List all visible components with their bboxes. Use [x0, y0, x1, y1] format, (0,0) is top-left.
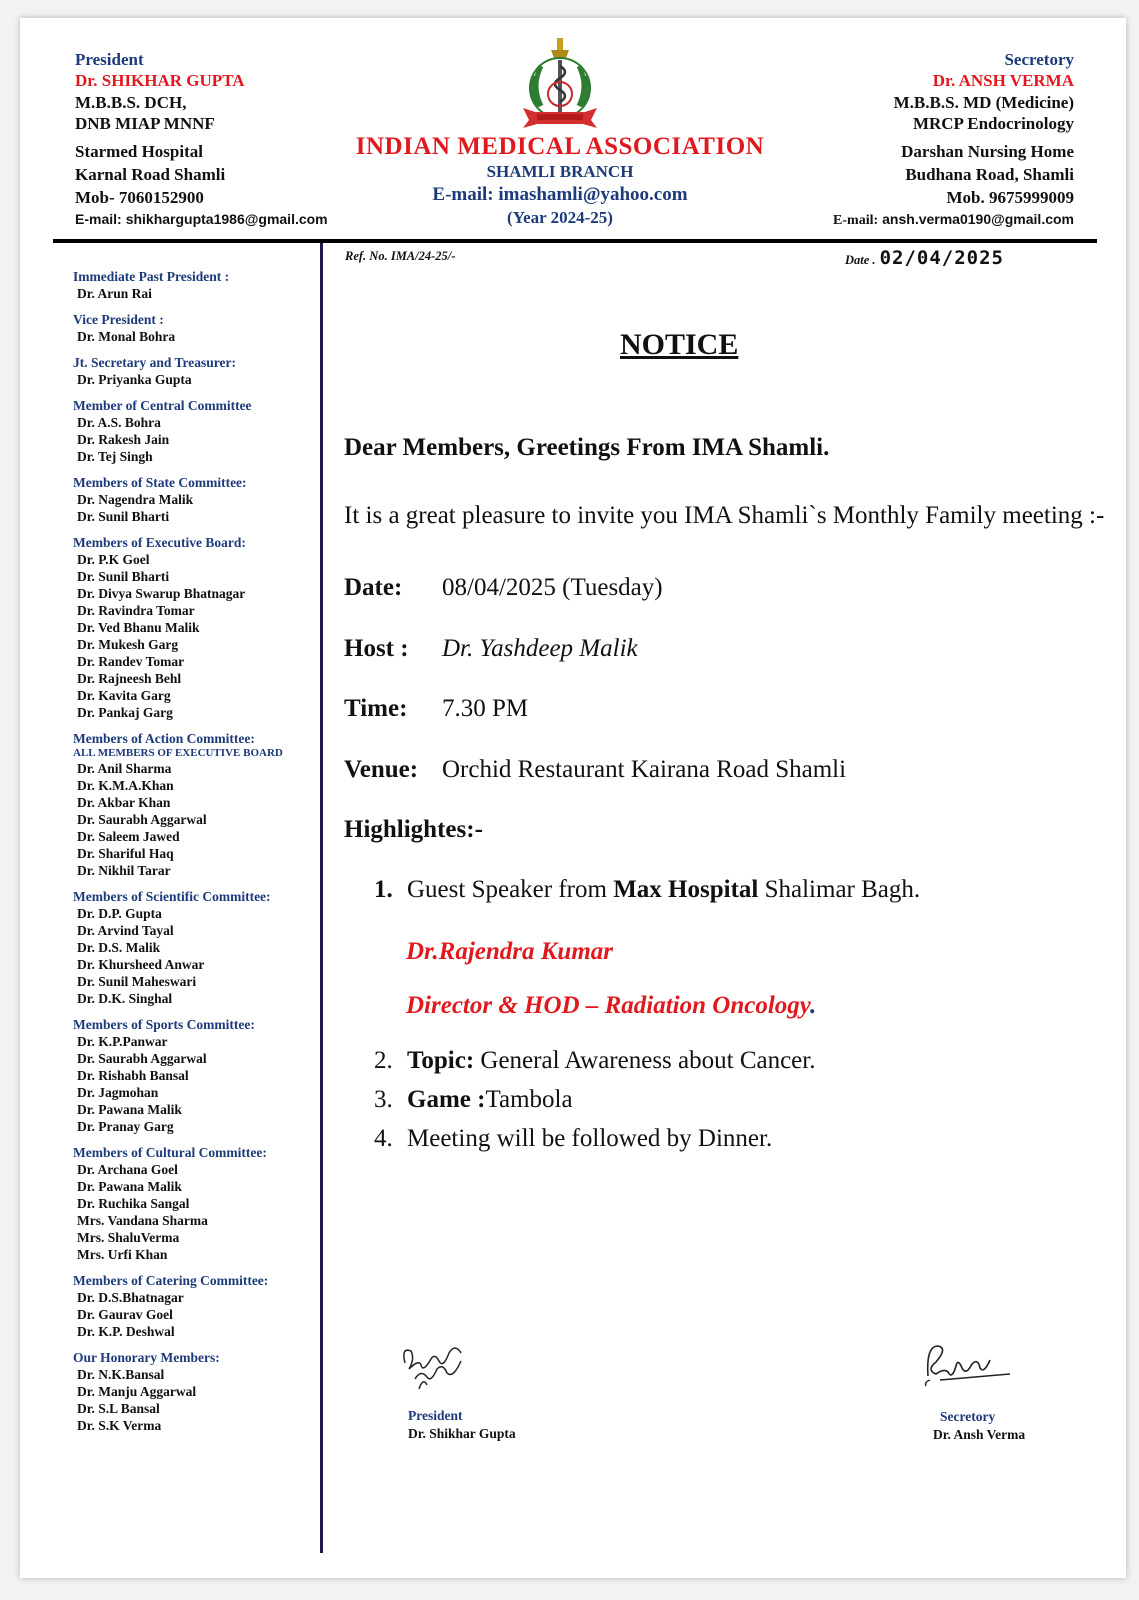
committee-member: Dr. P.K Goel: [77, 552, 150, 567]
committee-member: Dr. Sunil Bharti: [77, 569, 170, 584]
date-key: Date:: [344, 574, 403, 601]
meeting-time: 7.30 PM: [442, 695, 529, 722]
committee-member: Dr. D.S.Bhatnagar: [77, 1290, 184, 1305]
highlight-2-text: General Awareness about Cancer.: [474, 1047, 816, 1074]
committee-member: Dr. Gaurav Goel: [77, 1307, 173, 1322]
committee-member: Dr. Randev Tomar: [77, 654, 185, 669]
committee-member: Dr. Manju Aggarwal: [77, 1384, 197, 1399]
president-email: shikhargupta1986@gmail.com: [125, 211, 328, 227]
committee-title: Members of Scientific Committee:: [73, 889, 271, 904]
president-mobile: Mob- 7060152900: [75, 188, 204, 207]
highlight-1-hospital: Max Hospital: [613, 876, 759, 903]
ima-logo: [515, 36, 605, 134]
date-label: Date .: [845, 253, 876, 267]
committee-group: [73, 474, 333, 525]
time-key: Time:: [344, 695, 408, 722]
committee-group: [73, 1349, 333, 1434]
secretary-role: Secretory: [1004, 50, 1074, 69]
committee-title: Members of Cultural Committee:: [73, 1145, 267, 1160]
highlight-3: [374, 1086, 573, 1114]
secretary-name: Dr. ANSH VERMA: [932, 71, 1074, 90]
highlight-1-location: Shalimar Bagh.: [758, 876, 921, 903]
president-addr2: Karnal Road Shamli: [75, 165, 226, 184]
notice-date: [845, 247, 1004, 269]
committee-member: Dr. D.P. Gupta: [77, 906, 162, 921]
org-year: (Year 2024-25): [507, 208, 613, 227]
secretary-addr1: Darshan Nursing Home: [901, 142, 1074, 161]
committee-member: Mrs. Vandana Sharma: [77, 1213, 208, 1228]
committee-member: Dr. Priyanka Gupta: [77, 372, 192, 387]
speaker-designation-text: Director & HOD – Radiation Oncology: [406, 992, 810, 1019]
secretary-qual2: MRCP Endocrinology: [912, 114, 1074, 133]
email-label: E-mail:: [75, 211, 122, 227]
committee-member: Dr. Nagendra Malik: [77, 492, 194, 507]
committee-title: Jt. Secretary and Treasurer:: [73, 355, 236, 370]
highlight-3-text: Tambola: [485, 1086, 573, 1113]
venue-key: Venue:: [344, 756, 419, 783]
date-value: 02/04/2025: [879, 247, 1004, 269]
secretary-signature: [920, 1336, 1030, 1396]
secretary-mobile: Mob. 9675999009: [946, 188, 1074, 207]
highlight-4-number: 4.: [374, 1125, 393, 1152]
committee-member: Dr. N.K.Bansal: [77, 1367, 165, 1382]
committee-member: Dr. Monal Bohra: [77, 329, 176, 344]
committee-member: Dr. S.L Bansal: [77, 1401, 160, 1416]
org-email: E-mail: imashamli@yahoo.com: [432, 184, 688, 205]
committee-member: Dr. Khursheed Anwar: [77, 957, 205, 972]
committee-member: Dr. Archana Goel: [77, 1162, 178, 1177]
committee-member: Dr. Anil Sharma: [77, 761, 172, 776]
committee-member: Dr. Jagmohan: [77, 1085, 159, 1100]
committee-title: Members of Action Committee:: [73, 731, 255, 746]
committee-member: Dr. K.M.A.Khan: [77, 778, 174, 793]
header-divider: [53, 239, 1097, 243]
committee-title: Immediate Past President :: [73, 269, 230, 284]
secretary-email: ansh.verma0190@gmail.com: [882, 211, 1074, 227]
highlights-heading: Highlightes:-: [344, 816, 483, 843]
org-name: INDIAN MEDICAL ASSOCIATION: [355, 133, 765, 160]
committee-group: [73, 268, 333, 302]
president-qual2: DNB MIAP MNNF: [75, 114, 215, 133]
committee-member: Dr. Mukesh Garg: [77, 637, 179, 652]
committee-member: Dr. K.P.Panwar: [77, 1034, 168, 1049]
committee-member: Mrs. ShaluVerma: [77, 1230, 180, 1245]
committee-group: [73, 311, 333, 345]
committee-title: Our Honorary Members:: [73, 1350, 220, 1365]
committee-member: Dr. A.S. Bohra: [77, 415, 161, 430]
committee-title: Members of Sports Committee:: [73, 1017, 255, 1032]
president-email-line: [75, 211, 328, 229]
committee-member: Dr. Ruchika Sangal: [77, 1196, 190, 1211]
meeting-venue: Orchid Restaurant Kairana Road Shamli: [442, 756, 847, 783]
highlight-3-label: Game :: [407, 1086, 486, 1113]
notice-title: NOTICE: [620, 328, 739, 361]
committee-member: Dr. Rakesh Jain: [77, 432, 170, 447]
committee-member: Dr. S.K Verma: [77, 1418, 162, 1433]
committee-member: Dr. Kavita Garg: [77, 688, 171, 703]
committee-group: [73, 1272, 333, 1340]
committee-member: Dr. Pankaj Garg: [77, 705, 173, 720]
committee-member: Dr. Ravindra Tomar: [77, 603, 195, 618]
committee-member: Dr. Arvind Tayal: [77, 923, 174, 938]
committee-member: Dr. Divya Swarup Bhatnagar: [77, 586, 246, 601]
committee-title: Members of Executive Board:: [73, 535, 246, 550]
committee-title: Members of Catering Committee:: [73, 1273, 269, 1288]
committee-member: Dr. Ved Bhanu Malik: [77, 620, 200, 635]
committee-group: [73, 730, 333, 879]
highlight-2-number: 2.: [374, 1047, 393, 1074]
committee-member: Dr. D.S. Malik: [77, 940, 161, 955]
host-key: Host :: [344, 635, 409, 662]
committee-member: Dr. Sunil Maheswari: [77, 974, 197, 989]
letterhead-page: [20, 18, 1126, 1578]
committee-group: [73, 888, 333, 1007]
committee-member: Mrs. Urfi Khan: [77, 1247, 168, 1262]
committee-member: Dr. Pawana Malik: [77, 1102, 182, 1117]
speaker-designation: Director & HOD – Radiation Oncology.: [406, 992, 817, 1019]
highlight-2-label: Topic:: [407, 1047, 475, 1074]
committee-title: Vice President :: [73, 312, 164, 327]
highlight-3-number: 3.: [374, 1086, 393, 1113]
highlight-1-number: 1.: [374, 876, 393, 903]
president-name: Dr. SHIKHAR GUPTA: [75, 71, 245, 90]
committee-sidebar: [73, 268, 333, 1443]
right-signatory-name: Dr. Ansh Verma: [933, 1427, 1026, 1442]
committee-group: [73, 354, 333, 388]
committee-member: Dr. Arun Rai: [77, 286, 152, 301]
committee-member: Dr. Pawana Malik: [77, 1179, 182, 1194]
secretary-email-line: [833, 211, 1074, 229]
committee-group: [73, 397, 333, 465]
committee-member: Dr. Saurabh Aggarwal: [77, 812, 207, 827]
right-signatory-role: Secretory: [940, 1409, 996, 1424]
committee-group: [73, 1016, 333, 1135]
greeting: Dear Members, Greetings From IMA Shamli.: [344, 434, 830, 461]
host-name: Dr. Yashdeep Malik: [442, 635, 638, 662]
president-role: President: [75, 50, 144, 69]
left-signatory-name: Dr. Shikhar Gupta: [408, 1426, 516, 1441]
highlight-2: [374, 1047, 815, 1075]
committee-member: Dr. Rishabh Bansal: [77, 1068, 189, 1083]
committee-member: Dr. Shariful Haq: [77, 846, 174, 861]
committee-member: Dr. Nikhil Tarar: [77, 863, 171, 878]
secretary-addr2: Budhana Road, Shamli: [905, 165, 1074, 184]
president-signature: [395, 1333, 485, 1393]
speaker-name: Dr.Rajendra Kumar: [406, 938, 614, 965]
committee-member: Dr. Sunil Bharti: [77, 509, 170, 524]
committee-title: Member of Central Committee: [73, 398, 252, 413]
invitation-text: It is a great pleasure to invite you IMA Shamli`s Monthly Family meeting :-: [344, 502, 1105, 529]
committee-member: Dr. Tej Singh: [77, 449, 153, 464]
secretary-qual1: M.B.B.S. MD (Medicine): [893, 93, 1074, 112]
meeting-date: 08/04/2025 (Tuesday): [442, 574, 663, 601]
email-label: E-mail:: [833, 213, 879, 228]
committee-member: Dr. Rajneesh Behl: [77, 671, 182, 686]
committee-member: Dr. Saurabh Aggarwal: [77, 1051, 207, 1066]
committee-subtitle: ALL MEMBERS OF EXECUTIVE BOARD: [73, 747, 283, 759]
committee-member: Dr. Akbar Khan: [77, 795, 171, 810]
committee-group: [73, 534, 333, 721]
committee-member: Dr. D.K. Singhal: [77, 991, 173, 1006]
highlight-4: [374, 1125, 772, 1153]
committee-title: Members of State Committee:: [73, 475, 247, 490]
committee-member: Dr. Pranay Garg: [77, 1119, 174, 1134]
committee-member: Dr. Saleem Jawed: [77, 829, 180, 844]
highlight-4-text: Meeting will be followed by Dinner.: [407, 1125, 773, 1152]
highlight-1: [374, 876, 920, 904]
left-signatory-role: President: [408, 1408, 463, 1423]
committee-group: [73, 1144, 333, 1263]
committee-member: Dr. K.P. Deshwal: [77, 1324, 175, 1339]
president-addr1: Starmed Hospital: [75, 142, 203, 161]
highlight-1-text: Guest Speaker from: [407, 876, 614, 903]
president-qual1: M.B.B.S. DCH,: [75, 93, 187, 112]
reference-number: Ref. No. IMA/24-25/-: [345, 249, 456, 263]
branch-name: SHAMLI BRANCH: [486, 162, 634, 181]
